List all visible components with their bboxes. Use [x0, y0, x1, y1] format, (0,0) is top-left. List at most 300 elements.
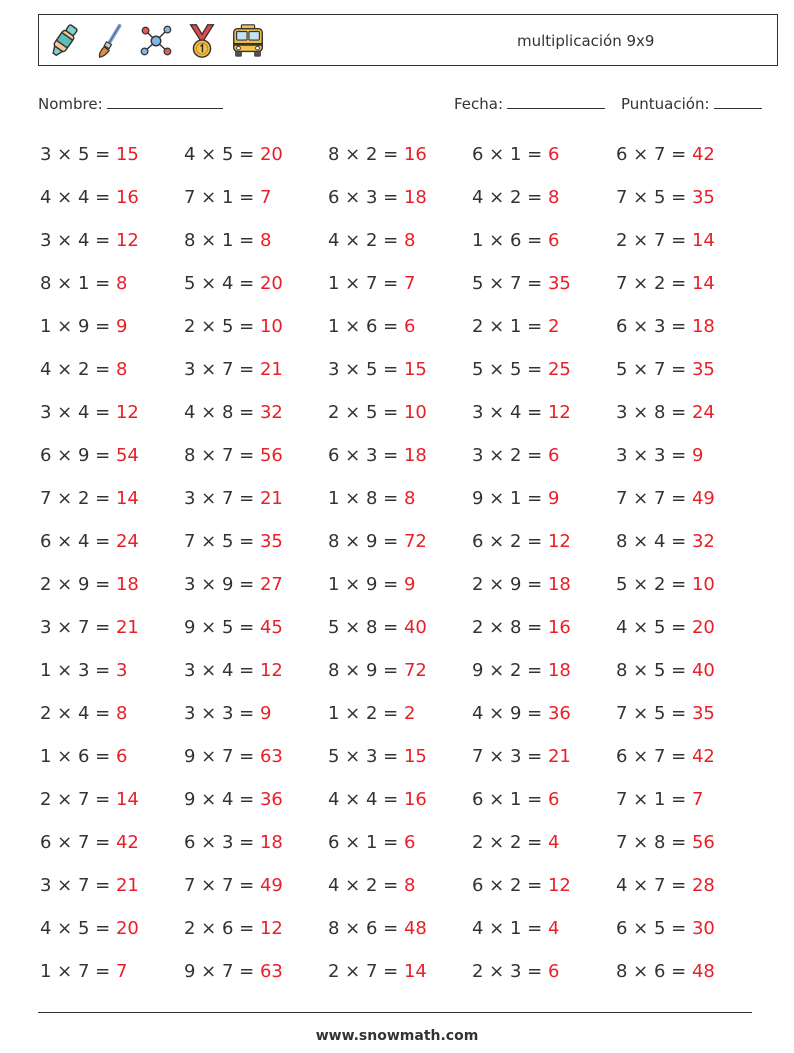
problem-question: 4 × 2 = — [328, 230, 404, 251]
name-line[interactable] — [107, 92, 223, 109]
problem-cell — [328, 694, 415, 737]
problem-question: 9 × 5 = — [184, 617, 260, 638]
problem-answer: 18 — [547, 660, 571, 681]
problem-answer: 40 — [691, 660, 715, 681]
date-label: Fecha: — [454, 95, 504, 113]
problem-question: 8 × 5 = — [616, 660, 692, 681]
problem-cell — [184, 522, 283, 565]
footer-divider — [38, 1012, 752, 1013]
problem-answer: 56 — [691, 832, 715, 853]
problem-cell — [328, 909, 427, 952]
footer-url[interactable]: www.snowmath.com — [315, 1028, 479, 1044]
paintbrush-icon — [91, 22, 129, 60]
problem-answer: 7 — [259, 187, 272, 208]
problem-question: 2 × 9 = — [472, 574, 548, 595]
school-bus-icon — [229, 22, 267, 60]
problem-answer: 4 — [547, 832, 560, 853]
problem-answer: 6 — [547, 230, 560, 251]
problem-cell — [184, 737, 283, 780]
problem-question: 7 × 2 = — [40, 488, 116, 509]
problem-row — [40, 823, 760, 866]
problem-cell — [40, 135, 139, 178]
problem-question: 2 × 7 = — [328, 961, 404, 982]
problem-question: 8 × 2 = — [328, 144, 404, 165]
problem-cell — [328, 737, 427, 780]
problem-question: 3 × 5 = — [40, 144, 116, 165]
problem-cell — [328, 307, 415, 350]
problem-question: 3 × 4 = — [184, 660, 260, 681]
problem-answer: 20 — [115, 918, 139, 939]
problem-answer: 6 — [547, 789, 560, 810]
problem-answer: 9 — [403, 574, 416, 595]
icon-strip — [45, 20, 267, 62]
problem-answer: 15 — [115, 144, 139, 165]
problem-answer: 2 — [547, 316, 560, 337]
problem-cell — [616, 780, 703, 823]
date-field[interactable] — [454, 92, 605, 113]
problem-answer: 32 — [691, 531, 715, 552]
problem-cell — [472, 135, 559, 178]
problem-question: 2 × 4 = — [40, 703, 116, 724]
problem-cell — [472, 866, 571, 909]
problem-cell — [184, 479, 283, 522]
problem-cell — [616, 522, 715, 565]
problem-cell — [616, 694, 715, 737]
problem-question: 7 × 5 = — [616, 703, 692, 724]
problem-cell — [472, 522, 571, 565]
name-label: Nombre: — [38, 95, 103, 113]
problem-cell — [616, 221, 715, 264]
student-info-row — [38, 92, 771, 114]
problem-row — [40, 264, 760, 307]
problem-answer: 18 — [547, 574, 571, 595]
problem-question: 7 × 1 = — [184, 187, 260, 208]
problem-cell — [472, 952, 559, 995]
problem-question: 8 × 4 = — [616, 531, 692, 552]
problem-answer: 49 — [259, 875, 283, 896]
problem-answer: 12 — [115, 402, 139, 423]
problem-answer: 7 — [115, 961, 128, 982]
problem-answer: 6 — [547, 445, 560, 466]
problem-question: 2 × 3 = — [472, 961, 548, 982]
problem-row — [40, 436, 760, 479]
problem-question: 4 × 8 = — [184, 402, 260, 423]
problem-cell — [40, 651, 127, 694]
problem-question: 4 × 2 = — [328, 875, 404, 896]
problem-question: 7 × 7 = — [184, 875, 260, 896]
problem-question: 1 × 6 = — [472, 230, 548, 251]
problem-answer: 14 — [691, 273, 715, 294]
problem-question: 4 × 5 = — [40, 918, 116, 939]
problem-question: 4 × 9 = — [472, 703, 548, 724]
problem-question: 2 × 5 = — [328, 402, 404, 423]
problem-answer: 9 — [691, 445, 704, 466]
problem-question: 1 × 7 = — [40, 961, 116, 982]
problem-question: 8 × 9 = — [328, 660, 404, 681]
problem-answer: 18 — [403, 445, 427, 466]
problem-answer: 72 — [403, 531, 427, 552]
problem-question: 6 × 1 = — [328, 832, 404, 853]
problem-question: 5 × 7 = — [472, 273, 548, 294]
problem-question: 2 × 1 = — [472, 316, 548, 337]
problem-answer: 12 — [547, 875, 571, 896]
problem-question: 7 × 8 = — [616, 832, 692, 853]
problem-row — [40, 135, 760, 178]
problem-answer: 54 — [115, 445, 139, 466]
problem-answer: 18 — [259, 832, 283, 853]
problem-answer: 8 — [403, 230, 416, 251]
problem-answer: 36 — [547, 703, 571, 724]
problem-answer: 32 — [259, 402, 283, 423]
problem-question: 7 × 2 = — [616, 273, 692, 294]
problem-cell — [328, 436, 427, 479]
problem-row — [40, 780, 760, 823]
problem-question: 6 × 1 = — [472, 789, 548, 810]
problem-question: 8 × 6 = — [328, 918, 404, 939]
problem-answer: 6 — [547, 961, 560, 982]
problem-answer: 35 — [691, 703, 715, 724]
problem-question: 3 × 3 = — [616, 445, 692, 466]
problem-cell — [40, 909, 139, 952]
problem-answer: 16 — [115, 187, 139, 208]
problem-answer: 14 — [691, 230, 715, 251]
problem-answer: 49 — [691, 488, 715, 509]
medal-icon — [183, 22, 221, 60]
problem-question: 8 × 1 = — [40, 273, 116, 294]
problem-question: 6 × 2 = — [472, 531, 548, 552]
problem-question: 1 × 9 = — [40, 316, 116, 337]
worksheet-title: multiplicación 9x9 — [517, 32, 655, 50]
problem-answer: 35 — [691, 359, 715, 380]
problem-answer: 6 — [115, 746, 128, 767]
problem-answer: 14 — [403, 961, 427, 982]
problem-answer: 18 — [115, 574, 139, 595]
problem-cell — [616, 909, 715, 952]
problem-cell — [616, 608, 715, 651]
problem-question: 3 × 3 = — [184, 703, 260, 724]
problem-cell — [184, 694, 271, 737]
problem-question: 4 × 4 = — [328, 789, 404, 810]
highlighter-icon — [45, 22, 83, 60]
problem-answer: 42 — [691, 144, 715, 165]
problem-question: 6 × 3 = — [328, 187, 404, 208]
problem-cell — [616, 565, 715, 608]
problem-answer: 24 — [691, 402, 715, 423]
problem-answer: 4 — [547, 918, 560, 939]
problem-answer: 20 — [691, 617, 715, 638]
problem-answer: 20 — [259, 273, 283, 294]
problem-row — [40, 608, 760, 651]
problem-question: 8 × 1 = — [184, 230, 260, 251]
problem-cell — [616, 436, 703, 479]
problem-answer: 18 — [403, 187, 427, 208]
problem-cell — [184, 350, 283, 393]
problem-answer: 63 — [259, 961, 283, 982]
problem-answer: 18 — [691, 316, 715, 337]
problem-question: 4 × 5 = — [616, 617, 692, 638]
problem-answer: 63 — [259, 746, 283, 767]
problem-question: 5 × 2 = — [616, 574, 692, 595]
problem-cell — [328, 780, 427, 823]
problem-cell — [184, 178, 271, 221]
problem-answer: 40 — [403, 617, 427, 638]
problem-cell — [40, 393, 139, 436]
problem-answer: 10 — [691, 574, 715, 595]
problem-question: 4 × 2 = — [472, 187, 548, 208]
problem-cell — [184, 565, 283, 608]
problem-question: 9 × 4 = — [184, 789, 260, 810]
problem-cell — [184, 780, 283, 823]
problem-cell — [184, 909, 283, 952]
problem-cell — [472, 350, 571, 393]
problem-answer: 30 — [691, 918, 715, 939]
problem-question: 2 × 2 = — [472, 832, 548, 853]
problem-cell — [472, 651, 571, 694]
problem-cell — [328, 866, 415, 909]
problem-cell — [472, 608, 571, 651]
problem-question: 3 × 9 = — [184, 574, 260, 595]
problem-question: 3 × 4 = — [40, 402, 116, 423]
problem-row — [40, 651, 760, 694]
problem-answer: 21 — [547, 746, 571, 767]
problem-answer: 48 — [691, 961, 715, 982]
problem-question: 2 × 8 = — [472, 617, 548, 638]
problem-answer: 9 — [115, 316, 128, 337]
name-field[interactable] — [38, 92, 223, 113]
problem-question: 3 × 8 = — [616, 402, 692, 423]
score-line[interactable] — [714, 92, 762, 109]
problem-row — [40, 909, 760, 952]
problem-row — [40, 350, 760, 393]
problem-cell — [184, 393, 283, 436]
problem-cell — [328, 221, 415, 264]
problem-cell — [328, 178, 427, 221]
problem-question: 3 × 5 = — [328, 359, 404, 380]
problem-answer: 8 — [403, 488, 416, 509]
problem-cell — [472, 694, 571, 737]
problem-question: 2 × 9 = — [40, 574, 116, 595]
problem-cell — [616, 264, 715, 307]
problem-answer: 9 — [547, 488, 560, 509]
problem-cell — [328, 264, 415, 307]
molecule-icon — [137, 22, 175, 60]
problem-question: 9 × 7 = — [184, 961, 260, 982]
problem-cell — [472, 178, 559, 221]
problem-cell — [472, 221, 559, 264]
problem-cell — [40, 737, 127, 780]
problem-answer: 2 — [403, 703, 416, 724]
problem-question: 4 × 5 = — [184, 144, 260, 165]
problem-question: 3 × 7 = — [184, 488, 260, 509]
problem-cell — [328, 393, 427, 436]
problem-grid — [40, 135, 760, 995]
problem-answer: 42 — [115, 832, 139, 853]
problem-answer: 25 — [547, 359, 571, 380]
problem-cell — [472, 264, 571, 307]
problem-cell — [184, 952, 283, 995]
problem-question: 7 × 5 = — [184, 531, 260, 552]
problem-cell — [616, 823, 715, 866]
problem-answer: 8 — [115, 703, 128, 724]
problem-cell — [616, 350, 715, 393]
problem-answer: 14 — [115, 789, 139, 810]
problem-question: 1 × 6 = — [328, 316, 404, 337]
problem-cell — [184, 823, 283, 866]
problem-question: 8 × 6 = — [616, 961, 692, 982]
problem-cell — [472, 909, 559, 952]
problem-cell — [472, 307, 559, 350]
problem-question: 4 × 1 = — [472, 918, 548, 939]
problem-cell — [328, 135, 427, 178]
problem-question: 6 × 7 = — [40, 832, 116, 853]
problem-cell — [40, 565, 139, 608]
problem-row — [40, 866, 760, 909]
problem-cell — [472, 823, 559, 866]
problem-cell — [472, 479, 559, 522]
problem-cell — [184, 608, 283, 651]
problem-question: 1 × 2 = — [328, 703, 404, 724]
problem-answer: 15 — [403, 359, 427, 380]
problem-cell — [328, 952, 427, 995]
problem-row — [40, 737, 760, 780]
problem-cell — [616, 307, 715, 350]
problem-answer: 7 — [691, 789, 704, 810]
problem-answer: 8 — [115, 273, 128, 294]
problem-cell — [616, 737, 715, 780]
problem-cell — [472, 737, 571, 780]
problem-cell — [328, 823, 415, 866]
problem-cell — [40, 436, 139, 479]
problem-cell — [40, 221, 139, 264]
problem-question: 3 × 7 = — [40, 617, 116, 638]
problem-answer: 6 — [547, 144, 560, 165]
problem-question: 6 × 3 = — [328, 445, 404, 466]
problem-cell — [40, 178, 139, 221]
problem-question: 1 × 6 = — [40, 746, 116, 767]
problem-question: 3 × 4 = — [40, 230, 116, 251]
problem-question: 3 × 7 = — [184, 359, 260, 380]
problem-answer: 35 — [259, 531, 283, 552]
problem-answer: 35 — [547, 273, 571, 294]
problem-question: 6 × 3 = — [616, 316, 692, 337]
problem-question: 3 × 2 = — [472, 445, 548, 466]
problem-cell — [184, 436, 283, 479]
problem-cell — [616, 651, 715, 694]
date-line[interactable] — [507, 92, 605, 109]
problem-answer: 28 — [691, 875, 715, 896]
problem-row — [40, 307, 760, 350]
score-field[interactable] — [621, 92, 762, 113]
problem-answer: 3 — [115, 660, 128, 681]
problem-cell — [472, 565, 571, 608]
problem-cell — [472, 780, 559, 823]
problem-answer: 8 — [115, 359, 128, 380]
problem-answer: 12 — [547, 531, 571, 552]
problem-question: 5 × 3 = — [328, 746, 404, 767]
problem-cell — [184, 307, 283, 350]
score-label: Puntuación: — [621, 95, 710, 113]
problem-answer: 9 — [259, 703, 272, 724]
problem-answer: 16 — [403, 144, 427, 165]
problem-cell — [40, 952, 127, 995]
problem-question: 2 × 6 = — [184, 918, 260, 939]
problem-answer: 6 — [403, 316, 416, 337]
problem-row — [40, 178, 760, 221]
problem-cell — [616, 178, 715, 221]
problem-question: 2 × 7 = — [40, 789, 116, 810]
problem-cell — [40, 694, 127, 737]
header-box — [38, 14, 778, 66]
problem-answer: 7 — [403, 273, 416, 294]
problem-answer: 16 — [547, 617, 571, 638]
problem-answer: 72 — [403, 660, 427, 681]
problem-cell — [40, 264, 127, 307]
problem-answer: 12 — [259, 918, 283, 939]
problem-question: 5 × 4 = — [184, 273, 260, 294]
problem-question: 9 × 1 = — [472, 488, 548, 509]
problem-question: 6 × 4 = — [40, 531, 116, 552]
problem-row — [40, 221, 760, 264]
problem-answer: 12 — [115, 230, 139, 251]
problem-answer: 6 — [403, 832, 416, 853]
problem-question: 4 × 4 = — [40, 187, 116, 208]
problem-cell — [616, 135, 715, 178]
problem-question: 9 × 2 = — [472, 660, 548, 681]
problem-cell — [616, 866, 715, 909]
problem-cell — [472, 393, 571, 436]
problem-question: 4 × 2 = — [40, 359, 116, 380]
problem-cell — [40, 823, 139, 866]
problem-cell — [328, 651, 427, 694]
problem-answer: 56 — [259, 445, 283, 466]
problem-answer: 21 — [115, 875, 139, 896]
problem-answer: 45 — [259, 617, 283, 638]
problem-question: 1 × 7 = — [328, 273, 404, 294]
problem-question: 1 × 9 = — [328, 574, 404, 595]
problem-answer: 12 — [259, 660, 283, 681]
problem-answer: 21 — [259, 359, 283, 380]
problem-row — [40, 479, 760, 522]
problem-question: 9 × 7 = — [184, 746, 260, 767]
problem-answer: 35 — [691, 187, 715, 208]
problem-answer: 10 — [403, 402, 427, 423]
problem-cell — [184, 264, 283, 307]
problem-row — [40, 393, 760, 436]
problem-cell — [616, 479, 715, 522]
problem-cell — [184, 135, 283, 178]
problem-answer: 36 — [259, 789, 283, 810]
problem-cell — [40, 350, 127, 393]
problem-question: 5 × 5 = — [472, 359, 548, 380]
problem-cell — [184, 866, 283, 909]
problem-question: 1 × 8 = — [328, 488, 404, 509]
problem-question: 2 × 5 = — [184, 316, 260, 337]
problem-question: 1 × 3 = — [40, 660, 116, 681]
problem-row — [40, 522, 760, 565]
problem-question: 6 × 3 = — [184, 832, 260, 853]
problem-cell — [616, 952, 715, 995]
problem-cell — [184, 221, 271, 264]
problem-question: 6 × 9 = — [40, 445, 116, 466]
problem-cell — [328, 479, 415, 522]
problem-cell — [40, 608, 139, 651]
problem-question: 5 × 8 = — [328, 617, 404, 638]
problem-cell — [328, 565, 415, 608]
problem-answer: 8 — [403, 875, 416, 896]
problem-cell — [328, 350, 427, 393]
problem-cell — [40, 307, 127, 350]
problem-row — [40, 952, 760, 995]
